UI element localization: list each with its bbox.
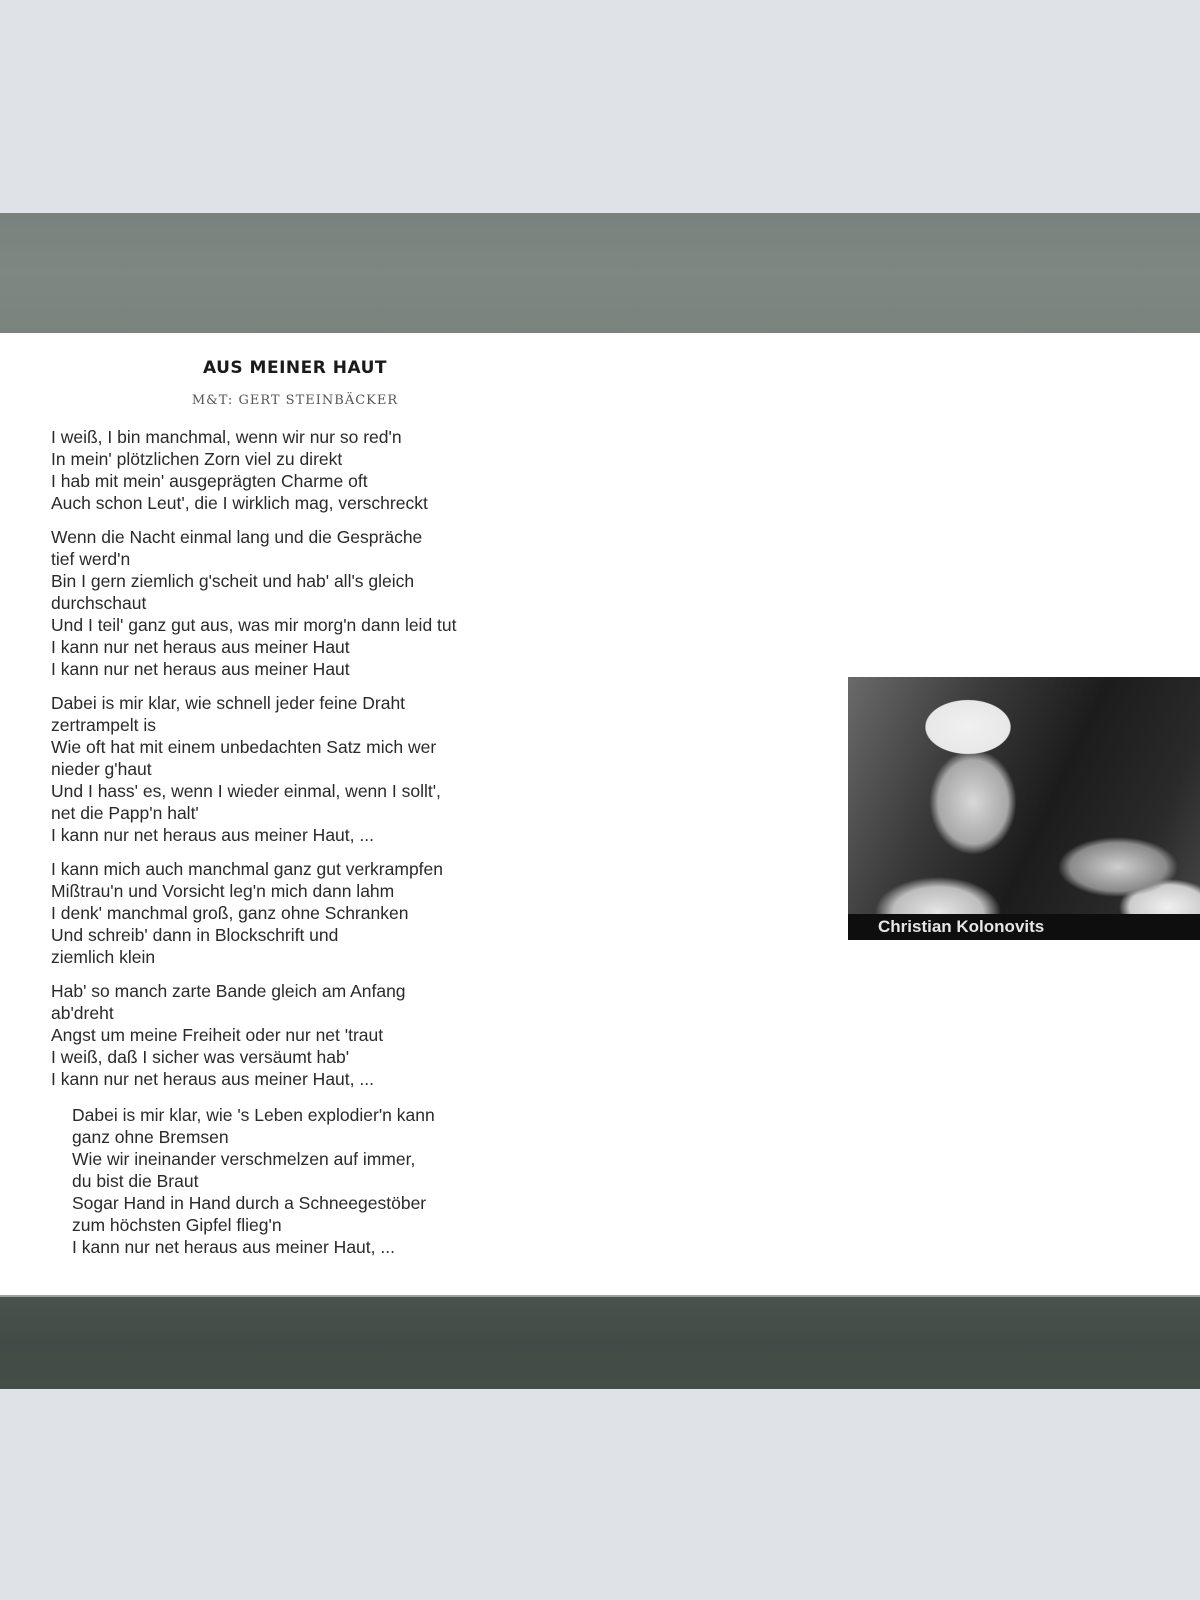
lyric-line: tief werd'n [51,549,131,569]
lyric-line: Und I teil' ganz gut aus, was mir morg'n dann leid tut [51,615,457,635]
portrait-photo [848,677,1200,940]
lyric-line: In mein' plötzlichen Zorn viel zu direkt [51,449,343,469]
lyric-line: Wie oft hat mit einem unbedachten Satz mich wer [51,737,437,757]
lyric-line: I kann nur net heraus aus meiner Haut, ... [51,1069,374,1089]
stanza-4 [51,858,611,968]
lyric-line: I kann nur net heraus aus meiner Haut [51,637,350,657]
lyric-line: Hab' so manch zarte Bande gleich am Anfang [51,981,406,1001]
stanza-3 [51,692,611,846]
lyric-line: Auch schon Leut', die I wirklich mag, verschreckt [51,493,428,513]
lyric-line: I kann nur net heraus aus meiner Haut, ... [72,1237,395,1257]
lyric-line: du bist die Braut [72,1171,199,1191]
lyric-line: Dabei is mir klar, wie schnell jeder feine Draht [51,693,406,713]
lyrics-block [51,426,611,1270]
lyric-line: ab'dreht [51,1003,114,1023]
lyric-line: Und schreib' dann in Blockschrift und [51,925,339,945]
lyric-line: I hab mit mein' ausgeprägten Charme oft [51,471,368,491]
lyric-line: I weiß, I bin manchmal, wenn wir nur so red'n [51,427,402,447]
lyric-line: I weiß, daß I sicher was versäumt hab' [51,1047,350,1067]
lyric-line: I denk' manchmal groß, ganz ohne Schranken [51,903,409,923]
stanza-2 [51,526,611,680]
lyric-line: nieder g'haut [51,759,152,779]
lyric-line: durchschaut [51,593,147,613]
stanza-6-bridge [51,1104,611,1258]
lyric-line: I kann nur net heraus aus meiner Haut [51,659,350,679]
top-decorative-band [0,213,1200,333]
lyric-line: Wie wir ineinander verschmelzen auf immer, [72,1149,416,1169]
lyric-line: Mißtrau'n und Vorsicht leg'n mich dann lahm [51,881,395,901]
lyric-line: Dabei is mir klar, wie 's Leben explodier'n kann [72,1105,435,1125]
lyric-line: I kann nur net heraus aus meiner Haut, ... [51,825,374,845]
lyric-line: ganz ohne Bremsen [72,1127,229,1147]
song-title: AUS MEINER HAUT [202,358,388,378]
lyric-line: Angst um meine Freiheit oder nur net 'traut [51,1025,384,1045]
lyric-line: ziemlich klein [51,947,156,967]
lyric-line: Sogar Hand in Hand durch a Schneegestöber [72,1193,427,1213]
lyric-line: Und I hass' es, wenn I wieder einmal, wenn I sollt', [51,781,441,801]
lyric-line: zertrampelt is [51,715,157,735]
bottom-decorative-band [0,1295,1200,1389]
booklet-page [0,213,1200,1387]
lyric-line: Bin I gern ziemlich g'scheit und hab' all's gleich [51,571,415,591]
song-credit: M&T: GERT STEINBÄCKER [191,393,399,408]
lyric-line: zum höchsten Gipfel flieg'n [72,1215,282,1235]
photo-caption: Christian Kolonovits [848,914,1200,940]
lyric-line: net die Papp'n halt' [51,803,199,823]
stanza-1 [51,426,611,514]
stanza-5 [51,980,611,1090]
lyric-line: Wenn die Nacht einmal lang und die Gespräche [51,527,423,547]
lyric-line: I kann mich auch manchmal ganz gut verkrampfen [51,859,443,879]
